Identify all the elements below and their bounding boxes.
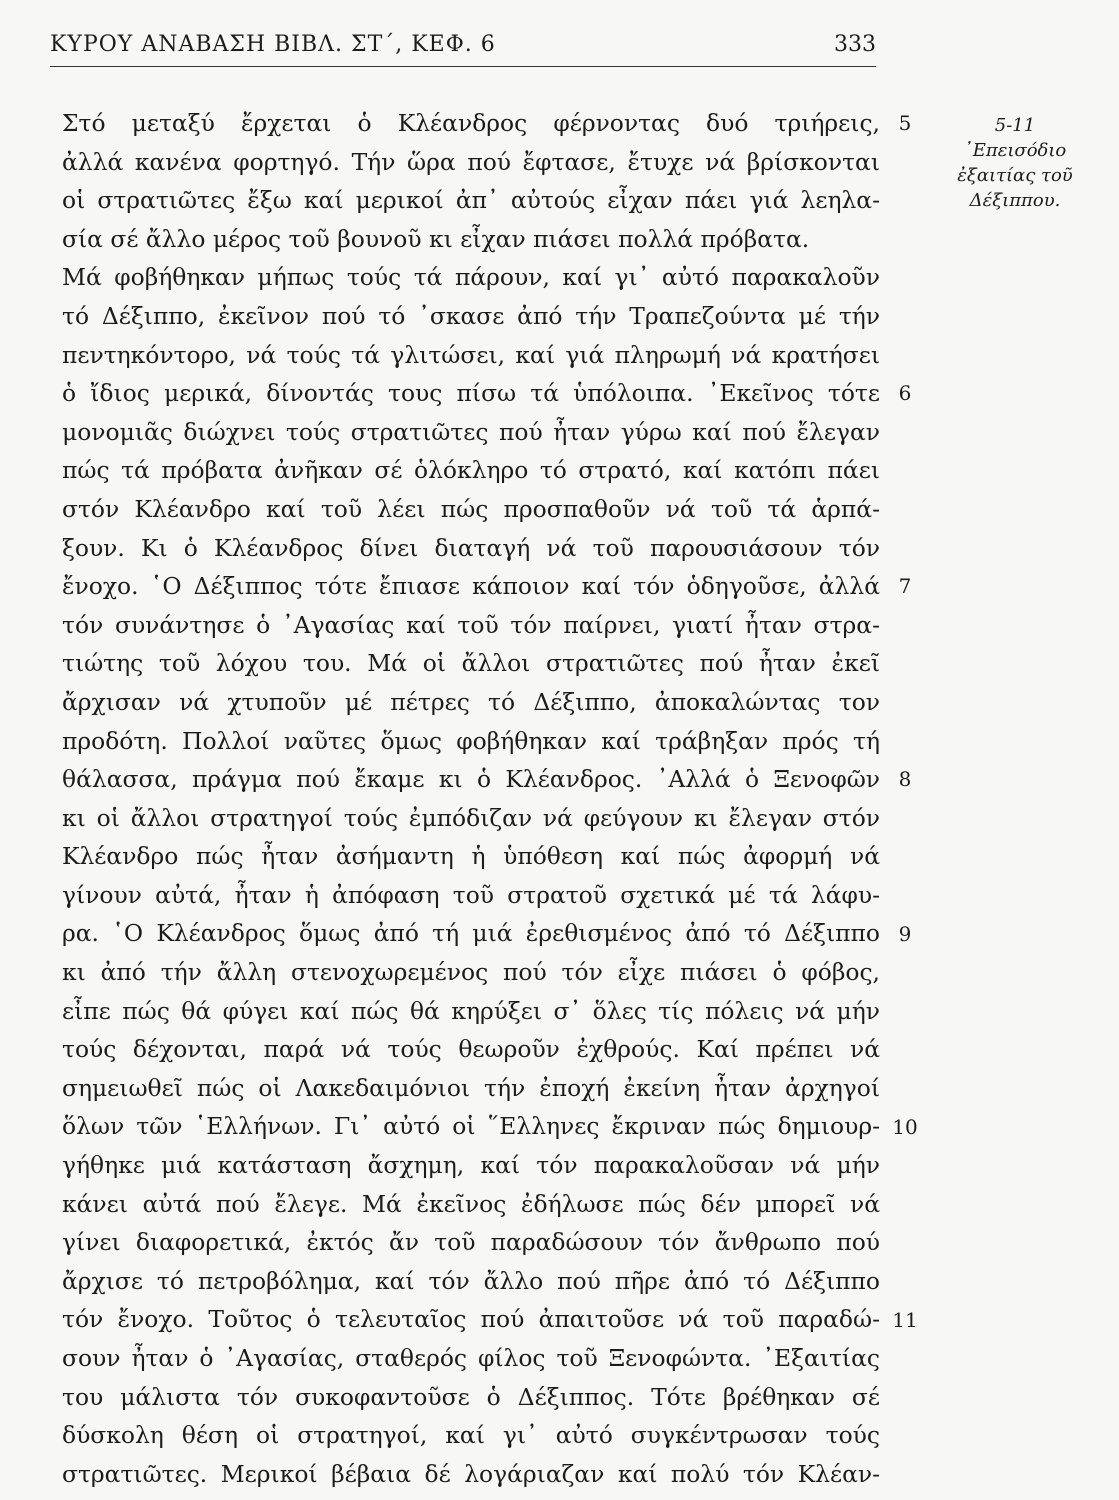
text-line: γίνει διαφορετικά, ἐκτός ἄν τοῦ παραδώσουν τόν ἄνθρωπο πού xyxy=(62,1228,880,1257)
section-number: 9 xyxy=(898,921,912,946)
text-line: γίνουν αὐτά, ἦταν ἡ ἀπόφαση τοῦ στρατοῦ σχετικά μέ τά λάφυ- xyxy=(62,880,880,909)
text-line: ἔνοχο. ῾Ο Δέξιππος τότε ἔπιασε κάποιον καί τόν ὁδηγοῦσε, ἀλλά xyxy=(62,572,880,601)
main-text xyxy=(62,104,880,1493)
text-line: τόν συνάντησε ὁ ᾿Αγασίας καί τοῦ τόν παίρνει, γιατί ἦταν στρα- xyxy=(62,610,880,639)
margin-note xyxy=(935,113,1095,213)
text-line: μονομιᾶς διώχνει τούς στρατιῶτες πού ἦταν γύρω καί πού ἔλεγαν xyxy=(62,417,880,446)
text-line: κι ἀπό τήν ἄλλη στενοχωρεμένος πού τόν εἶχε πιάσει ὁ φόβος, xyxy=(62,958,880,987)
text-line: Στό μεταξύ ἔρχεται ὁ Κλέανδρος φέρνοντας δυό τριήρεις, xyxy=(62,109,880,137)
margin-note-line: ᾿Επεισόδιο xyxy=(963,140,1067,161)
text-line: θάλασσα, πράγμα πού ἔκαμε κι ὁ Κλέανδρος. ᾿Αλλά ὁ Ξενοφῶν xyxy=(62,765,880,794)
text-line: δύσκολη θέση οἱ στρατηγοί, καί γι᾽ αὐτό συγκέντρωσαν τούς xyxy=(62,1421,880,1450)
text-line: προδότη. Πολλοί ναῦτες ὅμως φοβήθηκαν καί τράβηξαν πρός τή xyxy=(62,726,880,755)
running-title: ΚΥΡΟΥ ΑΝΑΒΑΣΗ ΒΙΒΛ. ΣΤ΄, ΚΕΦ. 6 xyxy=(50,32,496,57)
text-line: τό Δέξιππο, ἐκεῖνον πού τό ᾽σκασε ἀπό τήν Τραπεζούντα μέ τήν xyxy=(62,301,880,330)
section-number: 11 xyxy=(892,1307,918,1332)
text-line: οἱ στρατιῶτες ἔξω καί μερικοί ἀπ᾽ αὐτούς εἶχαν πάει γιά λεηλα- xyxy=(62,186,880,215)
text-line: κάνει αὐτά πού ἔλεγε. Μά ἐκεῖνος ἐδήλωσε πώς δέν μπορεῖ νά xyxy=(62,1189,880,1218)
running-header xyxy=(50,26,876,67)
text-line: τιώτης τοῦ λόχου του. Μά οἱ ἄλλοι στρατιῶτες πού ἦταν ἐκεῖ xyxy=(62,649,880,678)
text-line: γήθηκε μιά κατάσταση ἄσχημη, καί τόν παρακαλοῦσαν νά μήν xyxy=(62,1151,880,1180)
text-line: τόν ἔνοχο. Τοῦτος ὁ τελευταῖος πού ἀπαιτοῦσε νά τοῦ παραδώ- xyxy=(62,1305,880,1334)
text-line: εἶπε πώς θά φύγει καί πώς θά κηρύξει σ᾽ ὅλες τίς πόλεις νά μήν xyxy=(62,996,880,1025)
text-line: του μάλιστα τόν συκοφαντοῦσε ὁ Δέξιππος. Τότε βρέθηκαν σέ xyxy=(62,1382,880,1411)
margin-note-range: 5-11 xyxy=(994,115,1036,136)
section-number: 10 xyxy=(892,1114,918,1139)
text-line: σία σέ ἄλλο μέρος τοῦ βουνοῦ κι εἶχαν πιάσει πολλά πρόβατα. xyxy=(62,224,810,253)
text-line: ἄρχισαν νά χτυποῦν μέ πέτρες τό Δέξιππο, ἀποκαλώντας τον xyxy=(62,687,880,716)
section-number: 5 xyxy=(898,111,912,135)
text-line: στρατιῶτες. Μερικοί βέβαια δέ λογάριαζαν καί πολύ τόν Κλέαν- xyxy=(62,1459,880,1488)
text-line: στόν Κλέανδρο καί τοῦ λέει πώς προσπαθοῦν νά τοῦ τά ἁρπά- xyxy=(62,494,880,523)
section-number: 6 xyxy=(898,381,912,406)
text-line: κι οἱ ἄλλοι στρατηγοί τούς ἐμπόδιζαν νά φεύγουν κι ἔλεγαν στόν xyxy=(62,803,880,832)
text-line: ρα. ῾Ο Κλέανδρος ὅμως ἀπό τή μιά ἐρεθισμένος ἀπό τό Δέξιππο xyxy=(62,919,880,948)
text-line: Μά φοβήθηκαν μήπως τούς τά πάρουν, καί γι᾽ αὐτό παρακαλοῦν xyxy=(62,263,880,292)
text-line: ἀλλά κανένα φορτηγό. Τήν ὥρα πού ἔφτασε, ἔτυχε νά βρίσκονται xyxy=(62,147,880,176)
text-line: πώς τά πρόβατα ἀνῆκαν σέ ὁλόκληρο τό στρατό, καί κατόπι πάει xyxy=(62,456,880,485)
text-line: ξουν. Κι ὁ Κλέανδρος δίνει διαταγή νά τοῦ παρουσιάσουν τόν xyxy=(62,533,880,562)
text-line: τούς δέχονται, παρά νά τούς θεωροῦν ἐχθρούς. Καί πρέπει νά xyxy=(62,1035,880,1064)
page-number: 333 xyxy=(834,32,876,57)
text-line: ὅλων τῶν ῾Ελλήνων. Γι᾽ αὐτό οἱ ῞Ελληνες ἔκριναν πώς δημιουρ- xyxy=(62,1112,880,1141)
margin-note-line: ἐξαιτίας τοῦ xyxy=(957,165,1073,186)
section-number: 7 xyxy=(898,574,912,599)
text-line: σουν ἦταν ὁ ᾿Αγασίας, σταθερός φίλος τοῦ Ξενοφώντα. ᾿Εξαιτίας xyxy=(62,1344,880,1372)
section-number: 8 xyxy=(898,767,912,792)
margin-note-line: Δέξιππου. xyxy=(969,190,1061,211)
text-line: ἄρχισε τό πετροβόλημα, καί τόν ἄλλο πού πῆρε ἀπό τό Δέξιππο xyxy=(62,1266,880,1295)
text-line: πεντηκόντορο, νά τούς τά γλιτώσει, καί γιά πληρωμή νά κρατήσει xyxy=(62,340,880,369)
text-line: ὁ ἴδιος μερικά, δίνοντάς τους πίσω τά ὑπόλοιπα. ᾿Εκεῖνος τότε xyxy=(62,379,880,408)
text-line: Κλέανδρο πώς ἦταν ἀσήμαντη ἡ ὑπόθεση καί πώς ἀφορμή νά xyxy=(62,842,880,871)
text-line: σημειωθεῖ πώς οἱ Λακεδαιμόνιοι τήν ἐποχή ἐκείνη ἦταν ἀρχηγοί xyxy=(62,1073,880,1102)
